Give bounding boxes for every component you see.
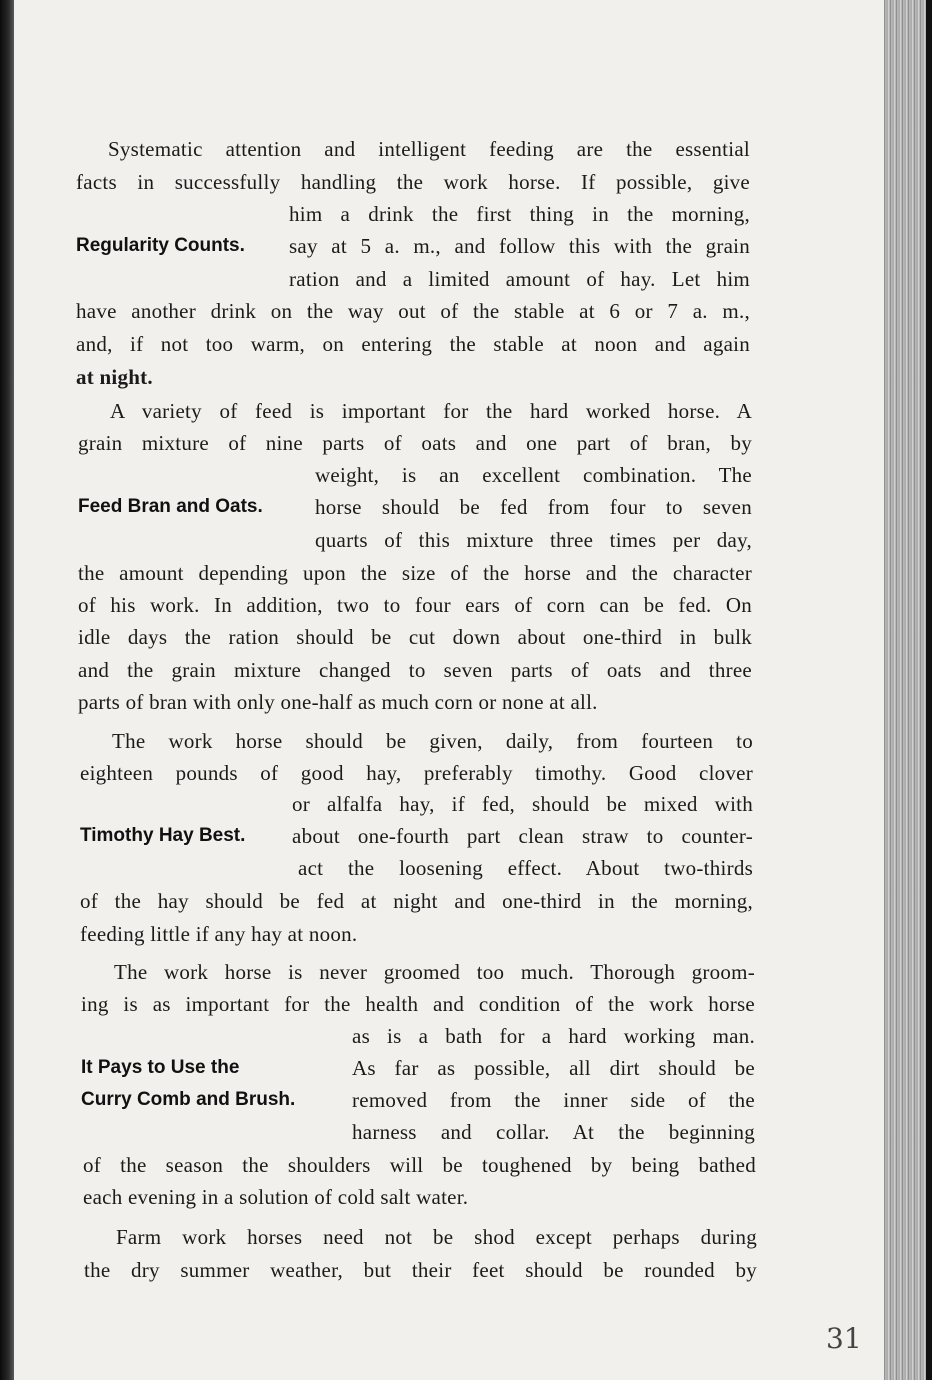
text-line: or alfalfa hay, if fed, should be mixed with (292, 792, 753, 816)
text-line: weight, is an excellent combination. The (315, 463, 752, 487)
text-line: him a drink the first thing in the morning, (289, 202, 750, 226)
text-line: about one-fourth part clean straw to counter- (292, 824, 753, 848)
sidenote-regularity-counts: Regularity Counts. (76, 235, 245, 256)
text-line: grain mixture of nine parts of oats and one part of bran, by (78, 431, 752, 455)
text-line: facts in successfully handling the work horse. If possible, give (76, 170, 750, 194)
text-line: of his work. In addition, two to four ears of corn can be fed. On (78, 593, 752, 617)
page-edge-shadow (926, 0, 932, 1380)
text-line: act the loosening effect. About two-thirds (298, 856, 753, 880)
text-line: the amount depending upon the size of the horse and the character (78, 561, 752, 585)
book-spine-shadow (0, 0, 14, 1380)
text-line: of the season the shoulders will be toughened by being bathed (83, 1153, 756, 1177)
text-line: As far as possible, all dirt should be (352, 1056, 755, 1080)
text-line: say at 5 a. m., and follow this with the grain (289, 234, 750, 258)
sidenote-timothy-hay-best: Timothy Hay Best. (80, 825, 246, 846)
sidenote-it-pays-to-use-the: It Pays to Use the (81, 1057, 240, 1078)
text-line: ing is as important for the health and condition of the work horse (81, 992, 755, 1016)
text-line: feeding little if any hay at noon. (80, 922, 358, 946)
text-line: The work horse is never groomed too much. Thorough groom- (114, 960, 755, 984)
text-line: ration and a limited amount of hay. Let him (289, 267, 750, 291)
sidenote-curry-comb-and-brush: Curry Comb and Brush. (81, 1089, 296, 1110)
text-line: harness and collar. At the beginning (352, 1120, 755, 1144)
page-number: 31 (826, 1322, 862, 1355)
text-line: the dry summer weather, but their feet should be rounded by (84, 1258, 757, 1282)
text-line: The work horse should be given, daily, from fourteen to (112, 729, 753, 753)
text-line: each evening in a solution of cold salt water. (83, 1185, 469, 1209)
text-line: Systematic attention and intelligent feeding are the essential (108, 137, 750, 161)
text-line: and the grain mixture changed to seven parts of oats and three (78, 658, 752, 682)
text-line: of the hay should be fed at night and one-third in the morning, (80, 889, 753, 913)
text-line: idle days the ration should be cut down about one-third in bulk (78, 625, 752, 649)
text-line: horse should be fed from four to seven (315, 495, 752, 519)
text-line: A variety of feed is important for the hard worked horse. A (110, 399, 752, 423)
text-line: have another drink on the way out of the stable at 6 or 7 a. m., (76, 299, 750, 323)
text-line: parts of bran with only one-half as much corn or none at all. (78, 690, 598, 714)
sidenote-feed-bran-and-oats: Feed Bran and Oats. (78, 496, 263, 517)
page-edges (884, 0, 932, 1380)
text-line: quarts of this mixture three times per day, (315, 528, 752, 552)
text-line: removed from the inner side of the (352, 1088, 755, 1112)
text-line: Farm work horses need not be shod except perhaps during (116, 1225, 757, 1249)
text-line: as is a bath for a hard working man. (352, 1024, 755, 1048)
text-line: eighteen pounds of good hay, preferably timothy. Good clover (80, 761, 753, 785)
text-line: at night. (76, 365, 153, 389)
text-line: and, if not too warm, on entering the stable at noon and again (76, 332, 750, 356)
